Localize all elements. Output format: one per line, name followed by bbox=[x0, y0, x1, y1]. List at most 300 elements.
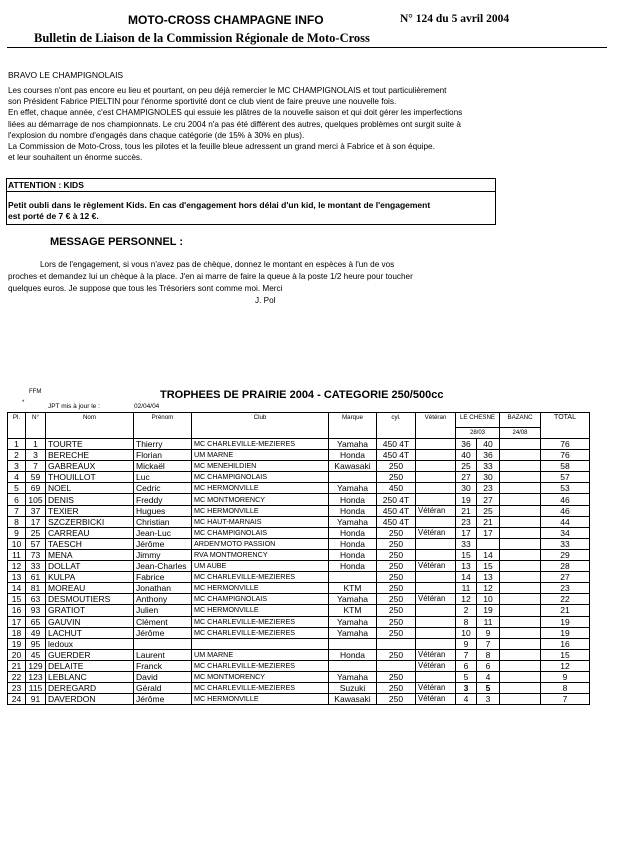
cell-prenom: Jimmy bbox=[134, 549, 192, 560]
cell-club: MC CHARLEVILLE-MEZIERES bbox=[192, 660, 329, 671]
cell-nom: GABREAUX bbox=[46, 461, 134, 472]
cell-club: UM MARNE bbox=[192, 649, 329, 660]
cell-club: MC HERMONVILLE bbox=[192, 583, 329, 594]
cell-race2 bbox=[500, 605, 541, 616]
col-header-race1: LE CHESNE bbox=[456, 413, 500, 428]
bravo-line: En effet, chaque année, c'est CHAMPIGNOLES qui essuie les plâtres de la nouvelle saison et qui doit gérer les imperfections bbox=[8, 108, 463, 118]
cell-marque: Honda bbox=[329, 561, 377, 572]
bravo-paragraph bbox=[8, 85, 598, 163]
attention-text bbox=[8, 200, 498, 222]
newsletter-title: MOTO-CROSS CHAMPAGNE INFO bbox=[128, 13, 324, 27]
updated-label: JPT mis à jour le : bbox=[48, 403, 100, 410]
newsletter-subtitle: Bulletin de Liaison de la Commission Régionale de Moto-Cross bbox=[34, 31, 370, 45]
table-row bbox=[8, 472, 590, 483]
cell-race1-m1: 10 bbox=[456, 627, 477, 638]
cell-race2 bbox=[500, 660, 541, 671]
cell-race2 bbox=[500, 439, 541, 450]
cell-race1-m2: 40 bbox=[477, 439, 500, 450]
cell-race1-m2: 9 bbox=[477, 627, 500, 638]
cell-race1-m2: 23 bbox=[477, 483, 500, 494]
cell-prenom: Julien bbox=[134, 605, 192, 616]
cell-nom: SZCZERBICKI bbox=[46, 516, 134, 527]
cell-place: 20 bbox=[8, 649, 26, 660]
cell-cyl: 450 4T bbox=[377, 516, 416, 527]
cell-cyl: 250 bbox=[377, 594, 416, 605]
cell-race2 bbox=[500, 538, 541, 549]
cell-prenom: Jonathan bbox=[134, 583, 192, 594]
table-row bbox=[8, 694, 590, 705]
cell-race2 bbox=[500, 594, 541, 605]
table-row bbox=[8, 494, 590, 505]
cell-place: 11 bbox=[8, 549, 26, 560]
cell-prenom: Thierry bbox=[134, 439, 192, 450]
cell-total: 21 bbox=[541, 605, 590, 616]
cell-race1-m1: 21 bbox=[456, 505, 477, 516]
table-row bbox=[8, 527, 590, 538]
cell-veteran bbox=[416, 450, 456, 461]
cell-nom: MENA bbox=[46, 549, 134, 560]
cell-place: 18 bbox=[8, 627, 26, 638]
cell-veteran bbox=[416, 605, 456, 616]
cell-total: 76 bbox=[541, 450, 590, 461]
cell-veteran bbox=[416, 671, 456, 682]
header-divider bbox=[7, 47, 607, 48]
cell-race1-m2: 30 bbox=[477, 472, 500, 483]
cell-nom: BERECHE bbox=[46, 450, 134, 461]
cell-number: 45 bbox=[26, 649, 46, 660]
cell-race1-m2: 3 bbox=[477, 694, 500, 705]
cell-marque: Yamaha bbox=[329, 516, 377, 527]
cell-total: 9 bbox=[541, 671, 590, 682]
cell-veteran bbox=[416, 516, 456, 527]
table-row bbox=[8, 660, 590, 671]
cell-race1-m1: 27 bbox=[456, 472, 477, 483]
cell-race2 bbox=[500, 627, 541, 638]
cell-nom: TOURTE bbox=[46, 439, 134, 450]
cell-club: MC HERMONVILLE bbox=[192, 483, 329, 494]
cell-club: MC CHARLEVILLE-MEZIERES bbox=[192, 439, 329, 450]
cell-veteran bbox=[416, 472, 456, 483]
cell-number: 91 bbox=[26, 694, 46, 705]
cell-veteran bbox=[416, 627, 456, 638]
col-header-nom: Nom bbox=[46, 413, 134, 439]
bravo-title: BRAVO LE CHAMPIGNOLAIS bbox=[8, 70, 124, 80]
cell-prenom: Jérôme bbox=[134, 694, 192, 705]
cell-club: UM AUBE bbox=[192, 561, 329, 572]
cell-nom: GUERDER bbox=[46, 649, 134, 660]
table-row bbox=[8, 627, 590, 638]
table-row bbox=[8, 572, 590, 583]
cell-number: 49 bbox=[26, 627, 46, 638]
cell-cyl bbox=[377, 660, 416, 671]
col-header-marque: Marque bbox=[329, 413, 377, 439]
cell-race1-m2: 10 bbox=[477, 594, 500, 605]
cell-nom: NOEL bbox=[46, 483, 134, 494]
cell-cyl: 250 bbox=[377, 583, 416, 594]
cell-nom: KULPA bbox=[46, 572, 134, 583]
cell-race2 bbox=[500, 472, 541, 483]
cell-number: 59 bbox=[26, 472, 46, 483]
message-signature: J. Pol bbox=[255, 296, 276, 305]
cell-marque: Yamaha bbox=[329, 671, 377, 682]
asterisk-mark: * bbox=[22, 400, 25, 406]
cell-race1-m2: 14 bbox=[477, 549, 500, 560]
cell-race1-m1: 7 bbox=[456, 649, 477, 660]
cell-place: 6 bbox=[8, 494, 26, 505]
cell-place: 8 bbox=[8, 516, 26, 527]
cell-place: 24 bbox=[8, 694, 26, 705]
cell-place: 21 bbox=[8, 660, 26, 671]
cell-race1-m2: 6 bbox=[477, 660, 500, 671]
cell-number: 81 bbox=[26, 583, 46, 594]
bravo-line: Les courses n'ont pas encore eu lieu et pourtant, on peu déjà remercier le MC CHAMPIGNOLAIS et tout particulièrement bbox=[8, 86, 447, 95]
cell-veteran: Vétéran bbox=[416, 649, 456, 660]
cell-marque: Honda bbox=[329, 538, 377, 549]
table-row bbox=[8, 461, 590, 472]
cell-race2 bbox=[500, 583, 541, 594]
cell-nom: DEREGARD bbox=[46, 683, 134, 694]
cell-number: 65 bbox=[26, 616, 46, 627]
cell-nom: DELAITE bbox=[46, 660, 134, 671]
cell-place: 12 bbox=[8, 561, 26, 572]
cell-club: MC CHARLEVILLE-MEZIERES bbox=[192, 616, 329, 627]
cell-club: MC CHARLEVILLE-MEZIERES bbox=[192, 683, 329, 694]
cell-prenom: Laurent bbox=[134, 649, 192, 660]
standings-table bbox=[7, 412, 590, 705]
cell-total: 7 bbox=[541, 694, 590, 705]
cell-race1-m1: 30 bbox=[456, 483, 477, 494]
cell-marque: Suzuki bbox=[329, 683, 377, 694]
cell-race1-m2: 17 bbox=[477, 527, 500, 538]
table-row bbox=[8, 594, 590, 605]
cell-marque bbox=[329, 572, 377, 583]
cell-place: 19 bbox=[8, 638, 26, 649]
cell-place: 3 bbox=[8, 461, 26, 472]
table-row bbox=[8, 649, 590, 660]
cell-race1-m2: 11 bbox=[477, 616, 500, 627]
cell-nom: TAESCH bbox=[46, 538, 134, 549]
cell-prenom: Jérôme bbox=[134, 538, 192, 549]
cell-prenom: Cedric bbox=[134, 483, 192, 494]
cell-marque: Yamaha bbox=[329, 483, 377, 494]
cell-race1-m2: 21 bbox=[477, 516, 500, 527]
cell-place: 7 bbox=[8, 505, 26, 516]
cell-club: MC MONTMORENCY bbox=[192, 671, 329, 682]
cell-race1-m1: 4 bbox=[456, 694, 477, 705]
cell-place: 1 bbox=[8, 439, 26, 450]
cell-marque: Yamaha bbox=[329, 616, 377, 627]
cell-veteran: Vétéran bbox=[416, 594, 456, 605]
cell-race1-m1: 9 bbox=[456, 638, 477, 649]
cell-total: 33 bbox=[541, 538, 590, 549]
cell-cyl: 450 4T bbox=[377, 439, 416, 450]
cell-cyl: 250 bbox=[377, 549, 416, 560]
cell-place: 16 bbox=[8, 605, 26, 616]
cell-total: 57 bbox=[541, 472, 590, 483]
cell-veteran bbox=[416, 538, 456, 549]
cell-race1-m1: 36 bbox=[456, 439, 477, 450]
cell-number: 105 bbox=[26, 494, 46, 505]
cell-veteran bbox=[416, 549, 456, 560]
cell-club: MC CHAMPIGNOLAIS bbox=[192, 527, 329, 538]
cell-nom: LACHUT bbox=[46, 627, 134, 638]
cell-prenom: Gérald bbox=[134, 683, 192, 694]
table-row bbox=[8, 516, 590, 527]
cell-marque: Yamaha bbox=[329, 439, 377, 450]
cell-total: 29 bbox=[541, 549, 590, 560]
table-row bbox=[8, 505, 590, 516]
table-row bbox=[8, 638, 590, 649]
cell-cyl: 250 4T bbox=[377, 494, 416, 505]
cell-race1-m2: 15 bbox=[477, 561, 500, 572]
cell-marque: KTM bbox=[329, 605, 377, 616]
cell-race2 bbox=[500, 616, 541, 627]
cell-place: 4 bbox=[8, 472, 26, 483]
bravo-line: et leur souhaitent un énorme succès. bbox=[8, 153, 143, 163]
cell-club: MC MONTMORENCY bbox=[192, 494, 329, 505]
attention-divider bbox=[6, 191, 496, 192]
cell-club: MC CHAMPIGNOLAIS bbox=[192, 594, 329, 605]
cell-number: 25 bbox=[26, 527, 46, 538]
cell-prenom: Anthony bbox=[134, 594, 192, 605]
col-header-race2-date: 24/08 bbox=[500, 428, 541, 439]
cell-number: 115 bbox=[26, 683, 46, 694]
cell-cyl: 250 bbox=[377, 694, 416, 705]
cell-prenom: Franck bbox=[134, 660, 192, 671]
attention-title: ATTENTION : KIDS bbox=[8, 180, 84, 190]
cell-marque: KTM bbox=[329, 583, 377, 594]
cell-race1-m1: 17 bbox=[456, 527, 477, 538]
cell-prenom: Mickaël bbox=[134, 461, 192, 472]
cell-marque: Yamaha bbox=[329, 594, 377, 605]
cell-prenom: David bbox=[134, 671, 192, 682]
cell-marque: Yamaha bbox=[329, 627, 377, 638]
cell-nom: DOLLAT bbox=[46, 561, 134, 572]
cell-total: 76 bbox=[541, 439, 590, 450]
cell-race1-m1: 13 bbox=[456, 561, 477, 572]
cell-race1-m1: 25 bbox=[456, 461, 477, 472]
col-header-pl: Pl. bbox=[8, 413, 26, 439]
cell-race1-m2: 19 bbox=[477, 605, 500, 616]
cell-veteran bbox=[416, 483, 456, 494]
cell-nom: DENIS bbox=[46, 494, 134, 505]
cell-race2 bbox=[500, 450, 541, 461]
cell-race1-m1: 5 bbox=[456, 671, 477, 682]
cell-club: RVA MONTMORENCY bbox=[192, 549, 329, 560]
bravo-line: son Président Fabrice PIELTIN pour l'énorme sportivité dont ce club vient de faire preuve une nouvelle fois. bbox=[8, 97, 397, 107]
cell-cyl: 250 bbox=[377, 572, 416, 583]
cell-marque: Honda bbox=[329, 649, 377, 660]
cell-race1-m1: 23 bbox=[456, 516, 477, 527]
cell-nom: TEXIER bbox=[46, 505, 134, 516]
table-row bbox=[8, 483, 590, 494]
bravo-line: l'explosion du nombre d'engagés dans chaque catégorie (de 15% à 30% en plus). bbox=[8, 130, 305, 140]
cell-place: 23 bbox=[8, 683, 26, 694]
table-row bbox=[8, 450, 590, 461]
col-header-race2: BAZANC bbox=[500, 413, 541, 428]
cell-number: 3 bbox=[26, 450, 46, 461]
cell-total: 22 bbox=[541, 594, 590, 605]
cell-place: 22 bbox=[8, 671, 26, 682]
cell-veteran: Vétéran bbox=[416, 660, 456, 671]
cell-marque: Honda bbox=[329, 549, 377, 560]
cell-race1-m2 bbox=[477, 538, 500, 549]
standings-title: TROPHEES DE PRAIRIE 2004 - CATEGORIE 250/500cc bbox=[160, 389, 444, 401]
cell-veteran bbox=[416, 439, 456, 450]
cell-club: MC CHARLEVILLE-MEZIERES bbox=[192, 572, 329, 583]
cell-club: MC HERMONVILLE bbox=[192, 694, 329, 705]
cell-race2 bbox=[500, 527, 541, 538]
message-line: proches et demandez lui un chèque à la place. J'en ai marre de faire la queue à la poste 1/2 heure pour toucher bbox=[8, 272, 413, 281]
cell-total: 19 bbox=[541, 627, 590, 638]
cell-total: 46 bbox=[541, 505, 590, 516]
cell-total: 8 bbox=[541, 683, 590, 694]
cell-club: UM MARNE bbox=[192, 450, 329, 461]
cell-race1-m2: 8 bbox=[477, 649, 500, 660]
cell-cyl: 250 bbox=[377, 605, 416, 616]
cell-race1-m2: 12 bbox=[477, 583, 500, 594]
bravo-line: La Commission de Moto-Cross, tous les pilotes et la feuille bleue adressent un grand merci à Fabrice et à son équipe. bbox=[8, 142, 435, 152]
cell-total: 34 bbox=[541, 527, 590, 538]
cell-nom: DESMOUTIERS bbox=[46, 594, 134, 605]
cell-number: 93 bbox=[26, 605, 46, 616]
cell-total: 46 bbox=[541, 494, 590, 505]
cell-prenom bbox=[134, 638, 192, 649]
cell-race1-m2: 33 bbox=[477, 461, 500, 472]
cell-race1-m2: 36 bbox=[477, 450, 500, 461]
cell-race1-m2: 4 bbox=[477, 671, 500, 682]
cell-veteran: Vétéran bbox=[416, 683, 456, 694]
cell-race2 bbox=[500, 505, 541, 516]
cell-club: MC CHARLEVILLE-MEZIERES bbox=[192, 627, 329, 638]
cell-place: 17 bbox=[8, 616, 26, 627]
cell-number: 73 bbox=[26, 549, 46, 560]
cell-race2 bbox=[500, 483, 541, 494]
cell-number: 1 bbox=[26, 439, 46, 450]
cell-club: MC CHAMPIGNOLAIS bbox=[192, 472, 329, 483]
cell-veteran: Vétéran bbox=[416, 694, 456, 705]
cell-total: 15 bbox=[541, 649, 590, 660]
cell-race1-m1: 6 bbox=[456, 660, 477, 671]
cell-club: MC HAUT-MARNAIS bbox=[192, 516, 329, 527]
cell-race1-m2: 27 bbox=[477, 494, 500, 505]
cell-race1-m1: 19 bbox=[456, 494, 477, 505]
ffm-label: FFM bbox=[29, 389, 42, 395]
cell-nom: THOUILLOT bbox=[46, 472, 134, 483]
cell-veteran bbox=[416, 494, 456, 505]
cell-race1-m1: 12 bbox=[456, 594, 477, 605]
cell-prenom: Hugues bbox=[134, 505, 192, 516]
cell-race2 bbox=[500, 671, 541, 682]
cell-veteran bbox=[416, 616, 456, 627]
cell-marque bbox=[329, 472, 377, 483]
cell-cyl: 450 bbox=[377, 483, 416, 494]
cell-race1-m2: 25 bbox=[477, 505, 500, 516]
standings-rows bbox=[8, 439, 590, 705]
cell-nom: MOREAU bbox=[46, 583, 134, 594]
cell-total: 27 bbox=[541, 572, 590, 583]
issue-number: N° 124 du 5 avril 2004 bbox=[400, 13, 510, 25]
cell-cyl: 250 bbox=[377, 649, 416, 660]
cell-club: MC HERMONVILLE bbox=[192, 605, 329, 616]
cell-race2 bbox=[500, 683, 541, 694]
cell-marque bbox=[329, 638, 377, 649]
table-row bbox=[8, 561, 590, 572]
cell-number: 129 bbox=[26, 660, 46, 671]
cell-club: MC HERMONVILLE bbox=[192, 505, 329, 516]
cell-cyl: 250 bbox=[377, 461, 416, 472]
cell-race2 bbox=[500, 649, 541, 660]
cell-race2 bbox=[500, 516, 541, 527]
cell-cyl: 450 4T bbox=[377, 450, 416, 461]
cell-club: MC MENEHILDIEN bbox=[192, 461, 329, 472]
cell-marque: Honda bbox=[329, 494, 377, 505]
cell-race1-m1: 14 bbox=[456, 572, 477, 583]
cell-race1-m1: 2 bbox=[456, 605, 477, 616]
cell-nom: DAVERDON bbox=[46, 694, 134, 705]
cell-veteran bbox=[416, 583, 456, 594]
cell-marque: Honda bbox=[329, 505, 377, 516]
cell-cyl: 250 bbox=[377, 538, 416, 549]
cell-total: 19 bbox=[541, 616, 590, 627]
table-row bbox=[8, 439, 590, 450]
cell-number: 57 bbox=[26, 538, 46, 549]
cell-total: 44 bbox=[541, 516, 590, 527]
cell-race1-m1: 15 bbox=[456, 549, 477, 560]
cell-number: 123 bbox=[26, 671, 46, 682]
bravo-line: liées au démarrage de nos championnats. Le cru 2004 n'a pas été différent des autres, quelques problèmes ont surgit suite à bbox=[8, 119, 461, 129]
col-header-club: Club bbox=[192, 413, 329, 439]
cell-cyl: 250 bbox=[377, 561, 416, 572]
cell-place: 9 bbox=[8, 527, 26, 538]
cell-cyl: 250 bbox=[377, 683, 416, 694]
message-body bbox=[8, 259, 548, 295]
message-title: MESSAGE PERSONNEL : bbox=[50, 236, 184, 248]
cell-prenom: Fabrice bbox=[134, 572, 192, 583]
cell-prenom: Jean-Charles bbox=[134, 561, 192, 572]
cell-race1-m2: 13 bbox=[477, 572, 500, 583]
cell-prenom: Luc bbox=[134, 472, 192, 483]
cell-race2 bbox=[500, 561, 541, 572]
cell-race2 bbox=[500, 461, 541, 472]
cell-number: 95 bbox=[26, 638, 46, 649]
cell-number: 69 bbox=[26, 483, 46, 494]
cell-race2 bbox=[500, 572, 541, 583]
col-header-total: TOTAL bbox=[541, 413, 590, 439]
cell-marque: Kawasaki bbox=[329, 461, 377, 472]
col-header-veteran: Vétéran bbox=[416, 413, 456, 439]
cell-place: 2 bbox=[8, 450, 26, 461]
message-line: Lors de l'engagement, si vous n'avez pas de chèque, donnez le montant en espèces à l'un de vos bbox=[40, 260, 395, 269]
cell-race1-m1: 40 bbox=[456, 450, 477, 461]
cell-race1-m1: 11 bbox=[456, 583, 477, 594]
col-header-cyl: cyl. bbox=[377, 413, 416, 439]
cell-nom: GRATIOT bbox=[46, 605, 134, 616]
cell-race2 bbox=[500, 549, 541, 560]
cell-race2 bbox=[500, 694, 541, 705]
cell-race1-m1: 3 bbox=[456, 683, 477, 694]
cell-race2 bbox=[500, 494, 541, 505]
attention-line: Petit oubli dans le règlement Kids. En cas d'engagement hors délai d'un kid, le montant de l'engagement bbox=[8, 200, 431, 210]
cell-cyl: 250 bbox=[377, 627, 416, 638]
cell-total: 16 bbox=[541, 638, 590, 649]
cell-club bbox=[192, 638, 329, 649]
cell-total: 12 bbox=[541, 660, 590, 671]
table-row bbox=[8, 683, 590, 694]
cell-total: 23 bbox=[541, 583, 590, 594]
cell-nom: CARREAU bbox=[46, 527, 134, 538]
cell-race2 bbox=[500, 638, 541, 649]
